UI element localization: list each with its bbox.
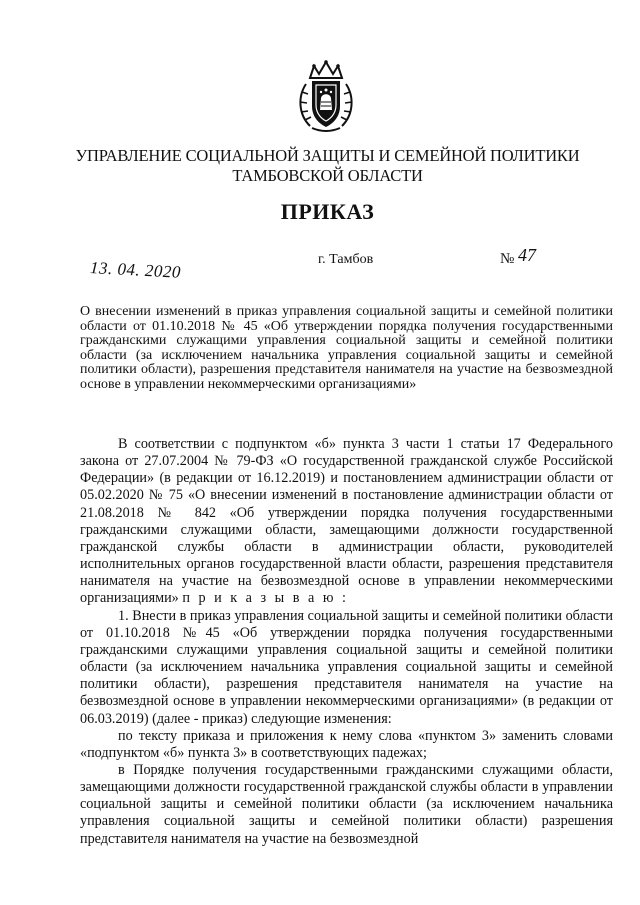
authority-line-1: УПРАВЛЕНИЕ СОЦИАЛЬНОЙ ЗАЩИТЫ И СЕМЕЙНОЙ ПОЛИТИКИ — [75, 146, 580, 165]
order-number-label: № — [500, 251, 515, 267]
coat-of-arms-icon — [296, 58, 356, 134]
authority-line-2: ТАМБОВСКОЙ ОБЛАСТИ — [232, 166, 423, 185]
order-directive: п р и к а з ы в а ю : — [182, 590, 349, 607]
order-subject: О внесении изменений в приказ управления социальной защиты и семейной политики области от 01.10.2018 № 45 «Об утверждении порядка получения государственными гражданскими служащими управления социальной защиты и семейной политики области (за исключением начальника управления социальной защиты и семейной политики области), разрешения представителя нанимателя на участие на безвозмездной основе в управлении некоммерческими организациями» — [80, 304, 613, 392]
preamble-paragraph — [80, 436, 613, 608]
handwritten-date: 13. 04. 2020 — [89, 258, 182, 282]
handwritten-order-number: 47 — [518, 245, 536, 265]
clause-1-item-b: в Порядке получения государственными гражданскими служащими области, замещающими должности государственной гражданской службы области в управлении социальной защиты и семейной политики области (за исключением начальника управления социальной защиты и семейной политики области) разрешения представителя нанимателя на участие на безвозмездной — [80, 761, 613, 847]
city-label: г. Тамбов — [318, 252, 374, 267]
issuing-authority — [60, 146, 595, 186]
order-body — [80, 436, 613, 848]
clause-1-paragraph: 1. Внести в приказ управления социальной защиты и семейной политики области от 01.10.2018 №45 «Об утверждении порядка получения государственными гражданскими служащими управления социальной защиты и семейной политики области (за исключением начальника управления социальной защиты и семейной политики области), разрешения представителя нанимателя на участие на безвозмездной основе в управлении некоммерческими организациями» (в редакции от 06.03.2019) (далее - приказ) следующие изменения: — [80, 607, 613, 727]
document-type-title: ПРИКАЗ — [280, 199, 375, 224]
clause-1-item-a: по тексту приказа и приложения к нему слова «пунктом 3» заменить словами «подпунктом «б» пункта 3» в соответствующих падежах; — [80, 727, 613, 761]
preamble-text: В соответствии с подпунктом «б» пункта 3 части 1 статьи 17 Федерального закона от 27.07.2004 № 79-ФЗ «О государственной гражданской службе Российской Федерации» (в редакции от 16.12.2019) и постановлением администрации области от 05.02.2020 № 75 «О внесении изменений в постановление администрации области от 21.08.2018 № 842 «Об утверждении порядка получения государственными гражданскими служащими области, замещающими должности государственной гражданской службы области в администрации области, руководителей исполнительных органов государственной власти области, разрешения представителя нанимателя на участие на безвозмездной основе в управлении некоммерческими организациями» — [80, 436, 613, 607]
